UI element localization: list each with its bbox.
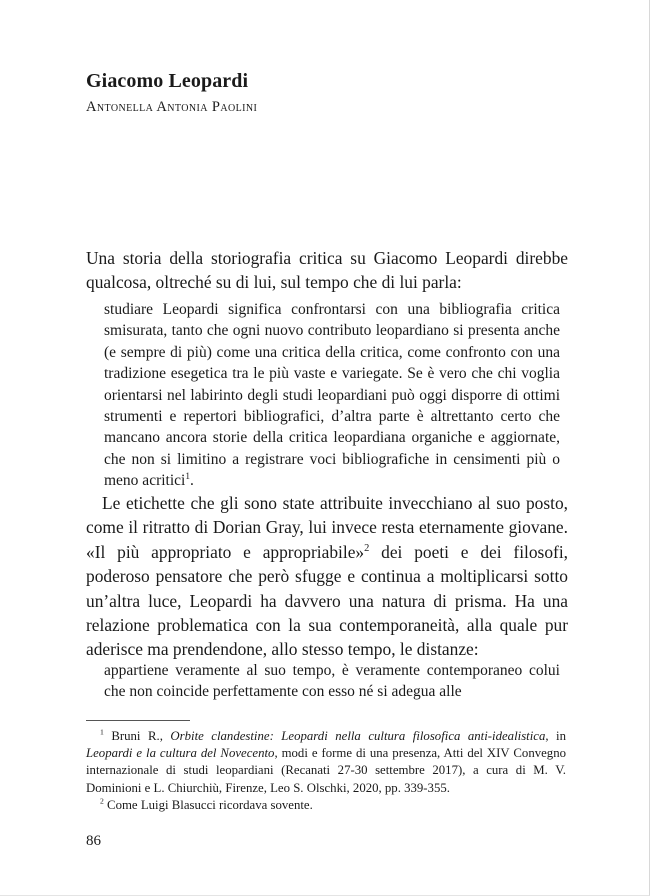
footnote-1-volume-title: Leopardi e la cultura del Novecento <box>86 746 275 761</box>
block-quote-1: studiare Leopardi significa confrontarsi con una bibliografia critica smisurata, tanto che ogni nuovo contributo leopardiano si presenta anche (e sempre di più) come una critica della critica, come confronto con una tradizione esegetica tra le più vaste e variegate. Se è vero che chi voglia orientarsi nel labirinto degli studi leopardiani può oggi disporre di ottimi strumenti e repertori bibliografici, d’altra parte è altrettanto certo che mancano ancora storie della critica leopardiana organiche e aggiornate, che non si limitino a registrare voci bibliografiche in censimenti più o meno acritici$^1$. <box>104 301 560 490</box>
footnote-1 <box>86 728 566 797</box>
footnote-ref-2[interactable]: 2 <box>364 543 370 555</box>
body-paragraph-2-part-b: dei poeti e dei filosofi, poderoso pensatore che però sfugge e continua a moltiplicarsi sotto un’altra luce, Leopardi ha davvero una natura di prisma. Ha una relazione problematica con la sua contemporaneità, alla quale pur aderisce ma prendendone, allo stesso tempo, le distanze: <box>86 541 568 660</box>
footnote-1-tail: , modi e forme di una presenza, Atti del XIV Convegno internazionale di studi leopardiani (Recanati 27-30 settembre 2017), a cura di M. V. Dominioni e L. Chiurchiù, Firenze, Leo S. Olschki, 2020, pp. 339-355. <box>86 746 567 795</box>
body-paragraph-1: Una storia della storiografia critica su Giacomo Leopardi direbbe qualcosa, oltreché su di lui, sul tempo che di lui parla: <box>86 248 568 293</box>
chapter-title: Giacomo Leopardi <box>86 70 249 92</box>
footnote-divider <box>86 720 190 721</box>
body-paragraph-2 <box>86 491 568 662</box>
block-quote-1-text: studiare Leopardi significa confrontarsi con una bibliografia critica smisurata, tanto che ogni nuovo contributo leopardiano si presenta anche (e sempre di più) come una critica della critica, come confronto con una tradizione esegetica tra le più vaste e variegate. Se è vero che chi voglia orientarsi nel labirinto degli studi leopardiani può oggi disporre di ottimi strumenti e repertori bibliografici, d’altra parte è altrettanto certo che mancano ancora storie della critica leopardiana organiche e aggiornate, che non si limitino a registrare voci bibliografiche in censimenti più o meno acritici <box>104 301 560 490</box>
block-quote-2: appartiene veramente al suo tempo, è veramente contemporaneo colui che non coincide perfettamente con esso né si adegua alle <box>104 662 560 701</box>
footnote-1-work-title: Orbite clandestine: Leopardi nella cultura filosofica anti-idealistica <box>170 729 546 743</box>
footnote-ref-1[interactable]: 1 <box>185 472 190 483</box>
footnote-1-number: 1 <box>100 727 104 737</box>
footnote-2 <box>86 797 566 814</box>
footnote-1-lead: Bruni R., <box>111 729 171 743</box>
footnote-2-text: Come Luigi Blasucci ricordava sovente. <box>107 797 313 812</box>
chapter-author: Antonella Antonia Paolini <box>86 99 258 115</box>
footnote-1-mid: , in <box>545 729 567 743</box>
body-paragraph-2-part-a: Le etichette che gli sono state attribuite invecchiano al suo posto, come il ritratto di Dorian Gray, lui invece resta eternamente giovane. «Il più appropriato e appropriabile» <box>86 493 568 562</box>
footnote-2-number: 2 <box>100 796 104 806</box>
footnotes <box>86 728 566 814</box>
page-number: 86 <box>86 833 101 849</box>
